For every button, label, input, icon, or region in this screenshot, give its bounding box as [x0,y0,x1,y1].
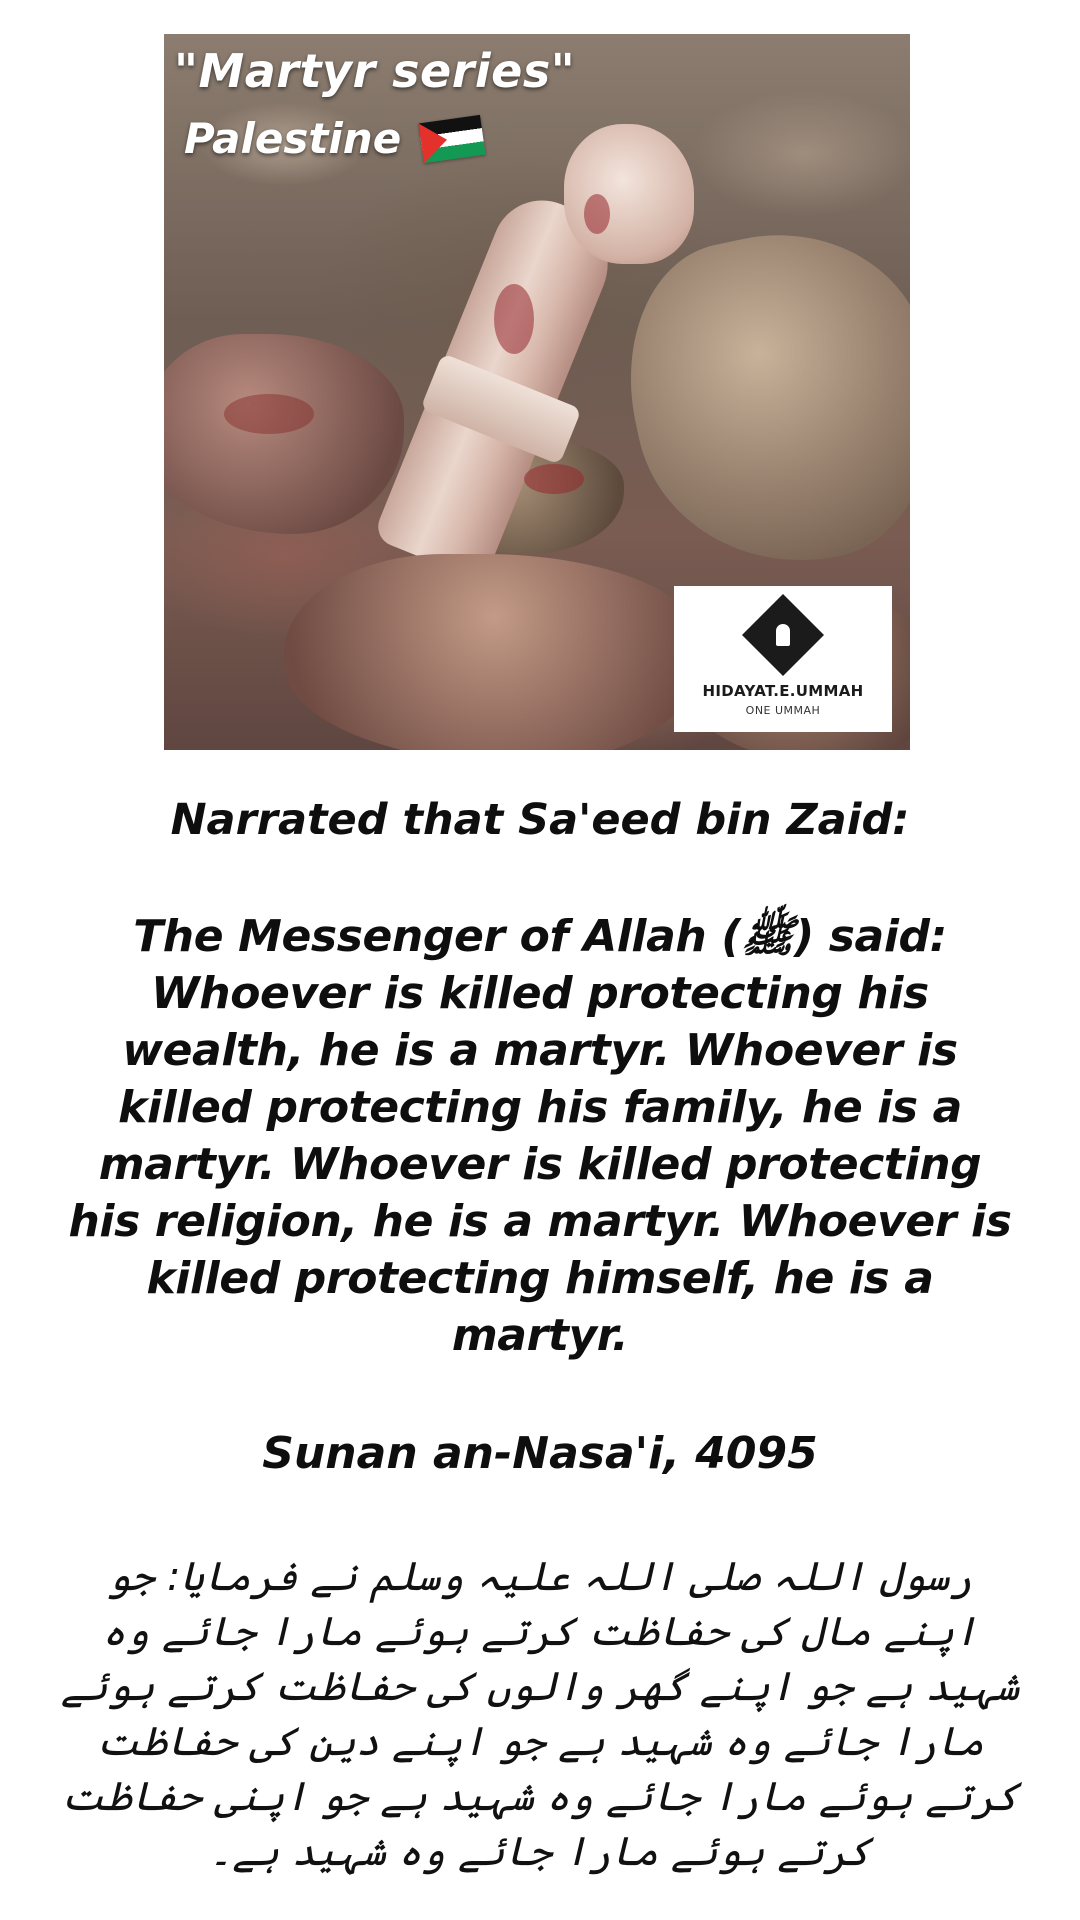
martyr-series-poster [164,34,910,750]
poster-subtitle-row [184,114,483,163]
raised-fist-illustration [564,124,694,264]
hadith-reference: Sunan an-Nasa'i, 4095 [262,1428,818,1479]
hadith-text: The Messenger of Allah (ﷺ) said: Whoever is killed protecting his wealth, he is a martyr. Whoever is killed protecting his family, he is a martyr. Whoever is killed protecting his religion, he is a martyr. Whoever is killed protecting himself, he is a martyr. [68,911,1012,1361]
mosque-diamond-icon [742,594,824,676]
blood-stain [224,394,314,434]
rubble-stone [284,554,704,750]
blood-stain [584,194,610,234]
blood-stain [524,464,584,494]
poster-subtitle: Palestine [184,114,402,163]
logo-tagline: ONE UMMAH [745,704,821,717]
palestine-flag-icon [419,114,486,162]
blood-stain [494,284,534,354]
brand-logo [674,586,892,732]
rubble-stone [603,206,910,591]
poster-title: "Martyr series" [174,44,576,98]
urdu-translation: رسول اللہ صلی اللہ علیہ وسلم نے فرمایا: جو اپنے مال کی حفاظت کرتے ہوئے مارا جائے وہ شہید ہے جو اپنے گھر والوں کی حفاظت کرتے ہوئے مارا جائے وہ شہید ہے جو اپنے دین کی حفاظت کرتے ہوئے مارا جائے وہ شہید ہے جو اپنی حفاظت کرتے ہوئے مارا جائے وہ شہید ہے۔ [60,1554,1020,1875]
narration-line: Narrated that Sa'eed bin Zaid: [170,795,910,845]
rubble-stone [164,334,404,534]
logo-name: HIDAYAT.E.UMMAH [702,682,864,700]
